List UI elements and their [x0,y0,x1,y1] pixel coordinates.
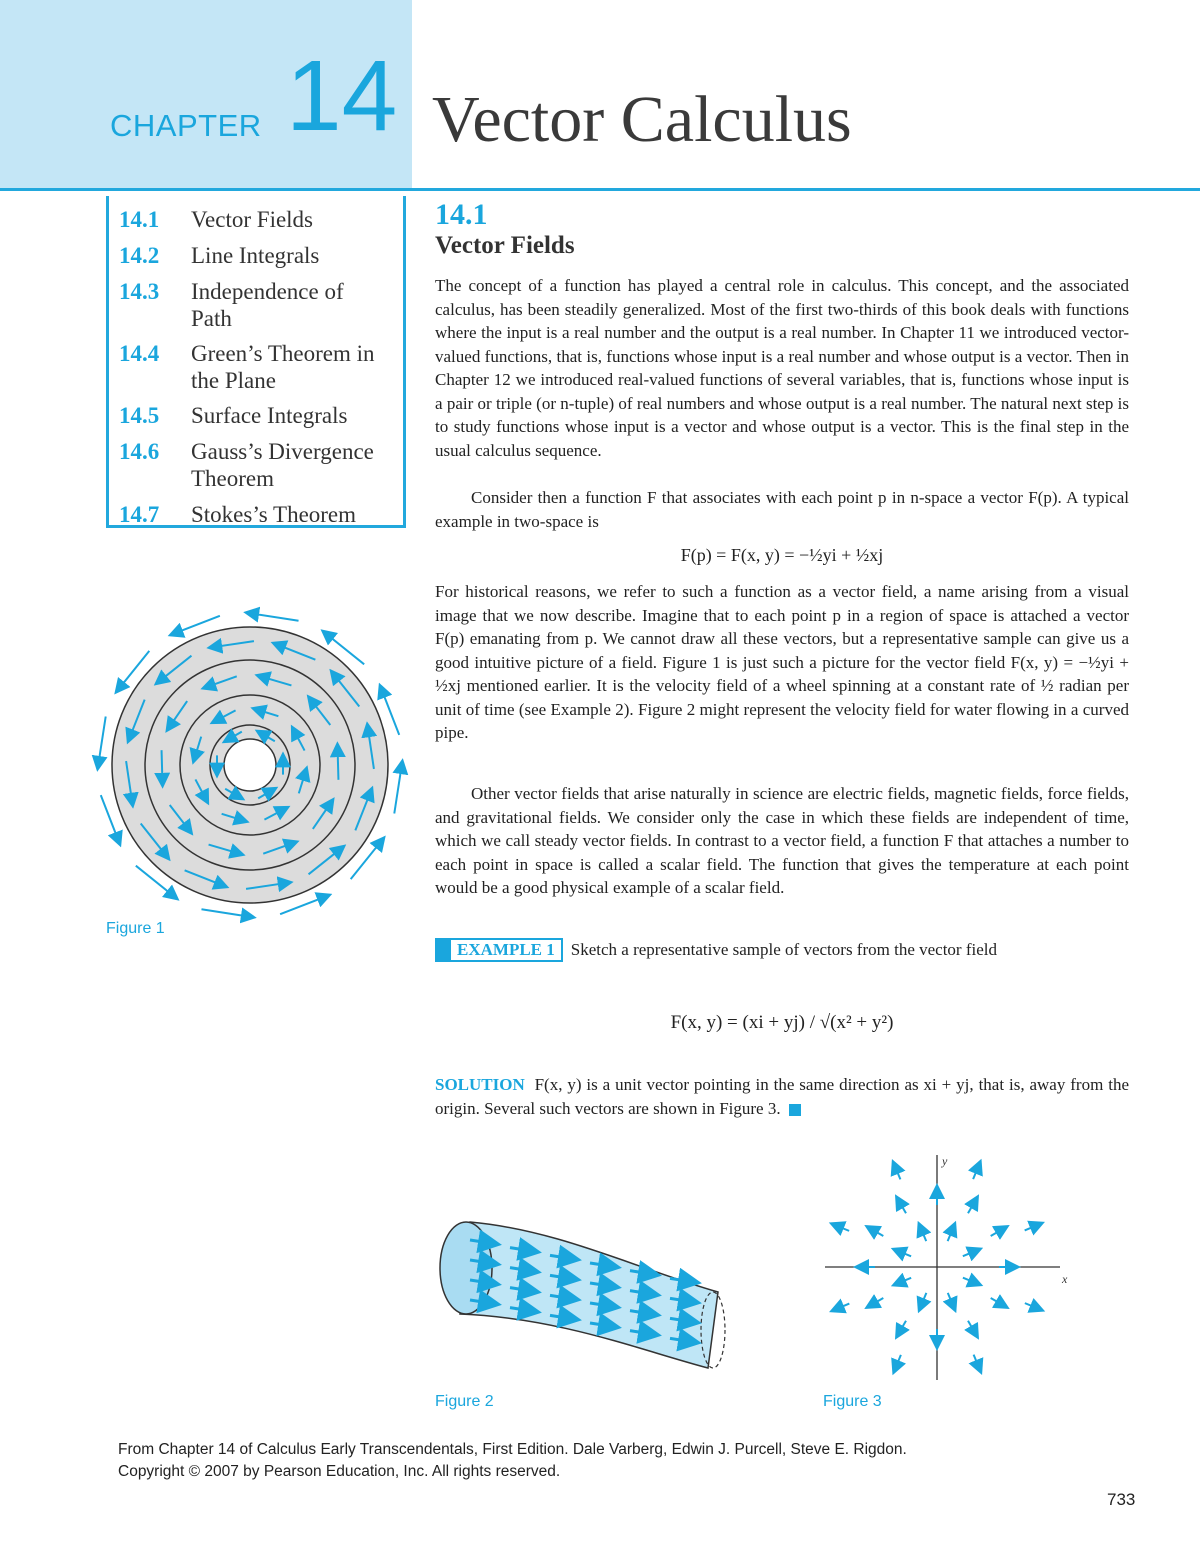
equation-1: F(p) = F(x, y) = −½yi + ½xj [680,545,884,565]
paragraph-4: Other vector fields that arise naturally in science are electric fields, magnetic fields, force fields, and gravitational fields. We consider only the case in which these fields are independent of time, which we call steady vector fields. In contrast to a vector field, a function F that attaches a number to each point in space is called a scalar field. The function that gives the temperature at each point would be a good physical example of a scalar field. [435,784,1129,897]
example-label: EXAMPLE 1 [435,938,563,962]
toc-item-label: Surface Integrals [191,403,348,428]
radial-vector-arrow [991,1298,1007,1307]
toc-item-number: 14.2 [119,243,160,268]
radial-vector-arrow [832,1224,849,1231]
toc-item-number: 14.1 [119,207,160,232]
radial-vector-arrow [897,1321,906,1337]
radial-vector-arrow [895,1278,912,1285]
chapter-word: CHAPTER [110,108,262,143]
paragraph-2: Consider then a function F that associates with each point p in n-space a vector F(p). A typical example in two-space is [435,488,1129,531]
toc-item-label: Vector Fields [191,207,314,232]
radial-vector-arrow [919,1225,926,1242]
radial-vector-arrow [974,1355,981,1372]
radial-vector-arrow [963,1278,980,1285]
radial-vector-arrow [1025,1223,1042,1230]
radial-vector-arrow [868,1298,884,1307]
y-axis-label: y [942,1154,948,1168]
example-text: Sketch a representative sample of vectors from the vector field [570,940,997,959]
radial-vector-arrow [973,1162,980,1179]
radial-vector-arrow [968,1198,977,1214]
radial-vector-arrow [991,1227,1007,1236]
radial-vector-arrow [893,1163,900,1180]
radial-vector-arrow [963,1249,980,1256]
page-number: 733 [1107,1490,1136,1509]
radial-vector-arrow [868,1227,884,1236]
toc-item-number: 14.5 [119,403,160,428]
figure-1-caption: Figure 1 [106,920,165,937]
solution-label: SOLUTION [435,1075,525,1094]
solution-text: F(x, y) is a unit vector pointing in the same direction as xi + yj, that is, away from the origin. Several such vectors are shown in Figure 3. [435,1075,1129,1118]
paragraph-1: The concept of a function has played a central role in calculus. This concept, and the associated calculus, has been steadily generalized. Most of the first two-thirds of this book deals with functions where the input is a real number and the output is a real number. In Chapter 11 we introduced vector-valued functions, that is, functions whose input is a real number and whose output is a vector. Then in Chapter 12 we introduced real-valued functions of several variables, that is, functions whose input is a pair or triple (or n-tuple) of real numbers and whose output is a real number. The natural next step is to study functions whose input is a vector and whose output is a vector. This is the final step in the usual calculus sequence. [435,276,1129,460]
toc-item-label: Stokes’s Theorem [191,502,357,527]
radial-vector-arrow [948,1224,955,1241]
chapter-number: 14 [286,40,398,152]
toc-item-number: 14.6 [119,439,160,464]
radial-vector-arrow [948,1293,955,1310]
figure-3-caption: Figure 3 [823,1393,882,1410]
x-axis-label: x [1062,1272,1068,1286]
toc-item-label: Independence of Path [191,279,344,331]
toc-item-number: 14.7 [119,502,160,527]
radial-vector-arrow [894,1250,911,1257]
paragraph-3: For historical reasons, we refer to such a function as a vector field, a name arising from a visual image that we now describe. Imagine that to each point p in a region of space is attached a vector F(p) emanating from p. We cannot draw all these vectors, but a representative sample can give us a good intuitive picture of a field. Figure 1 is just such a picture for the vector field F(x, y) = −½yi + ½xj mentioned earlier. It is the velocity field of a wheel spinning at a constant rate of ½ radian per unit of time (see Example 2). Figure 2 might represent the velocity field for water flowing in a curved pipe. [435,582,1129,742]
chapter-title: Vector Calculus [432,83,852,156]
radial-vector-arrow [1025,1303,1042,1310]
footer [118,1439,907,1483]
figure-2-caption: Figure 2 [435,1393,494,1410]
radial-vector-arrow [894,1355,901,1372]
equation-2: F(x, y) = (xi + yj) / √(x² + y²) [670,1012,894,1033]
radial-vector-arrow [968,1321,977,1337]
toc-item-label: Green’s Theorem in the Plane [191,341,375,393]
toc-item-label: Gauss’s Divergence Theorem [191,439,374,491]
radial-vector-arrow [920,1293,927,1310]
radial-vector-arrow [833,1304,850,1311]
section-title: Vector Fields [435,232,575,259]
toc-item-number: 14.3 [119,279,160,304]
toc-item-label: Line Integrals [191,243,320,268]
footer-copyright-line: Copyright © 2007 by Pearson Education, Inc. All rights reserved. [118,1463,561,1480]
section-number: 14.1 [435,198,488,231]
radial-vector-arrow [897,1198,906,1214]
footer-source-line: From Chapter 14 of Calculus Early Transcendentals, First Edition. Dale Varberg, Edwin J. Purcell, Steve E. Rigdon. [118,1441,907,1458]
toc-item-number: 14.4 [119,341,160,366]
